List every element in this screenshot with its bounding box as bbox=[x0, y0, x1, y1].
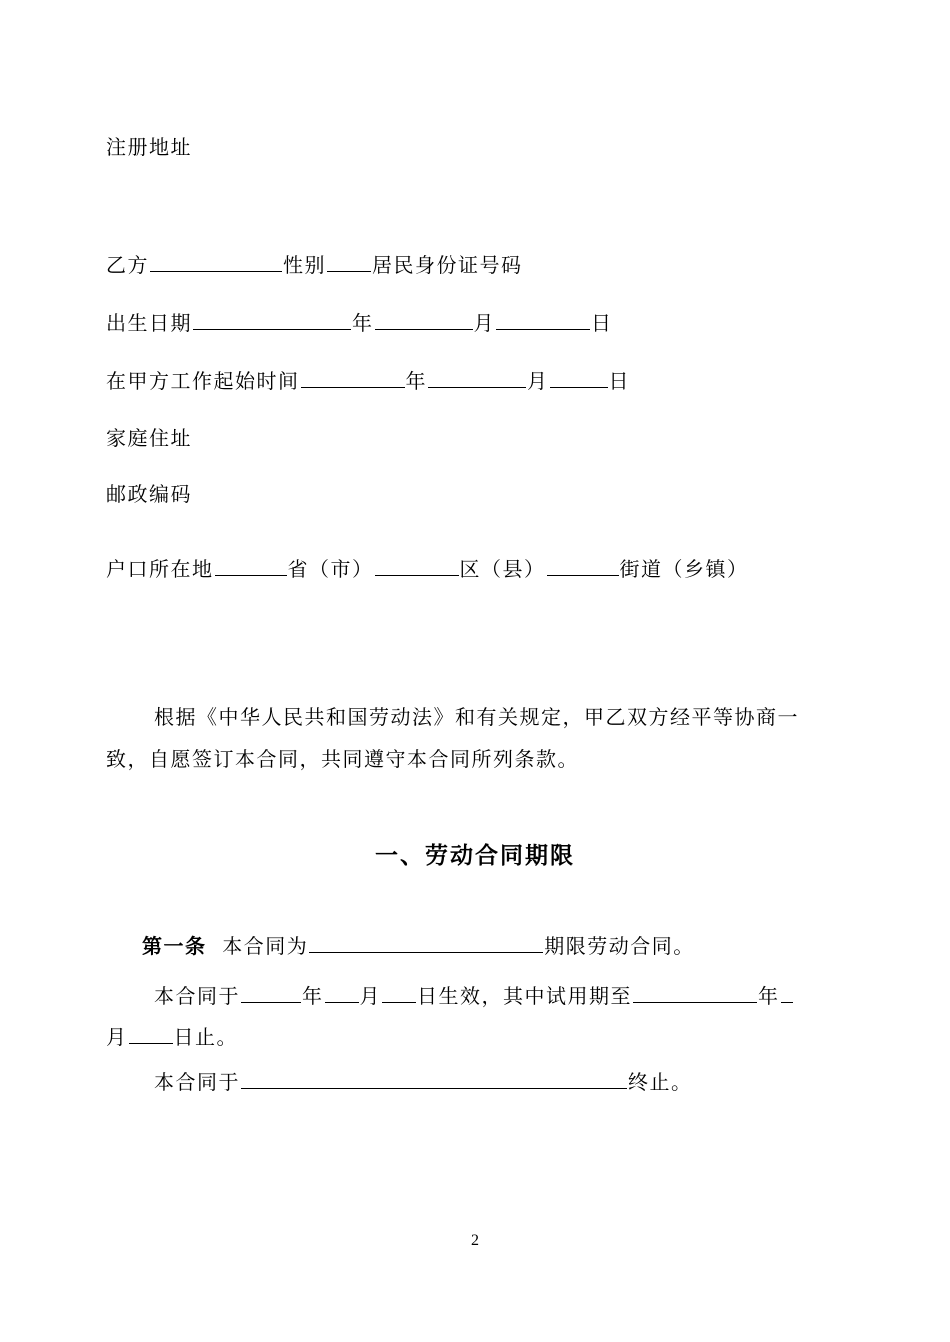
birth-date-label: 出生日期 bbox=[106, 311, 192, 335]
hukou-line bbox=[106, 555, 749, 582]
termination-text: 终止。 bbox=[628, 1070, 693, 1094]
article-1-label: 第一条 bbox=[142, 934, 207, 958]
probation-day-blank[interactable] bbox=[129, 1023, 173, 1044]
probation-month-unit: 月 bbox=[106, 1025, 128, 1049]
start-day-blank[interactable] bbox=[550, 367, 608, 388]
start-work-line bbox=[106, 367, 630, 394]
province-blank[interactable] bbox=[215, 555, 287, 576]
section-heading: 一、劳动合同期限 bbox=[375, 843, 575, 869]
birth-day-unit: 日 bbox=[591, 311, 613, 335]
birth-day-blank[interactable] bbox=[496, 309, 590, 330]
start-day-unit: 日 bbox=[608, 369, 630, 393]
postal-code-label: 邮政编码 bbox=[106, 482, 192, 506]
effective-year-blank[interactable] bbox=[241, 982, 301, 1003]
effective-day-blank[interactable] bbox=[382, 982, 416, 1003]
party-b-name-blank[interactable] bbox=[150, 251, 282, 272]
effective-month-unit: 月 bbox=[359, 984, 381, 1008]
party-b-line bbox=[106, 251, 523, 278]
probation-year-unit: 年 bbox=[758, 984, 780, 1008]
start-work-label: 在甲方工作起始时间 bbox=[106, 369, 300, 393]
start-year-unit: 年 bbox=[405, 369, 427, 393]
province-label: 省（市） bbox=[287, 557, 374, 581]
probation-end-line bbox=[106, 1023, 238, 1050]
preamble-line-1: 根据《中华人民共和国劳动法》和有关规定，甲乙双方经平等协商一 bbox=[154, 705, 799, 729]
registered-address-label: 注册地址 bbox=[106, 135, 192, 159]
probation-month-blank-start[interactable] bbox=[781, 982, 793, 1003]
home-address-label: 家庭住址 bbox=[106, 426, 192, 450]
effective-day-text: 日生效，其中试用期至 bbox=[417, 984, 632, 1008]
birth-year-blank[interactable] bbox=[193, 309, 351, 330]
registered-address-line bbox=[106, 134, 192, 160]
start-month-unit: 月 bbox=[527, 369, 549, 393]
effective-year-unit: 年 bbox=[302, 984, 324, 1008]
gender-label: 性别 bbox=[283, 253, 326, 277]
page-number: 2 bbox=[471, 1232, 479, 1249]
district-blank[interactable] bbox=[375, 555, 459, 576]
probation-day-text: 日止。 bbox=[173, 1025, 238, 1049]
termination-label: 本合同于 bbox=[154, 1070, 240, 1094]
article-1-line bbox=[142, 932, 695, 959]
party-b-label: 乙方 bbox=[106, 253, 149, 277]
birth-year-unit: 年 bbox=[352, 311, 374, 335]
termination-line bbox=[154, 1068, 693, 1095]
gender-blank[interactable] bbox=[327, 251, 371, 272]
contract-term-type-blank[interactable] bbox=[309, 932, 543, 953]
hukou-label: 户口所在地 bbox=[106, 557, 214, 581]
street-label: 街道（乡镇） bbox=[619, 557, 749, 581]
preamble-line-2: 致，自愿签订本合同，共同遵守本合同所列条款。 bbox=[106, 747, 579, 771]
birth-date-line bbox=[106, 309, 613, 336]
postal-code-line bbox=[106, 481, 192, 507]
start-year-blank[interactable] bbox=[301, 367, 405, 388]
birth-month-unit: 月 bbox=[473, 311, 495, 335]
start-month-blank[interactable] bbox=[428, 367, 526, 388]
termination-date-blank[interactable] bbox=[241, 1068, 627, 1089]
effective-label: 本合同于 bbox=[154, 984, 240, 1008]
effective-month-blank[interactable] bbox=[325, 982, 359, 1003]
district-label: 区（县） bbox=[459, 557, 546, 581]
article-1-text-b: 期限劳动合同。 bbox=[544, 934, 695, 958]
article-1-text-a: 本合同为 bbox=[222, 934, 309, 958]
effective-date-line bbox=[154, 982, 794, 1009]
id-number-label: 居民身份证号码 bbox=[372, 253, 523, 277]
birth-month-blank[interactable] bbox=[375, 309, 473, 330]
probation-year-blank[interactable] bbox=[633, 982, 757, 1003]
street-blank[interactable] bbox=[547, 555, 619, 576]
home-address-line bbox=[106, 425, 192, 451]
